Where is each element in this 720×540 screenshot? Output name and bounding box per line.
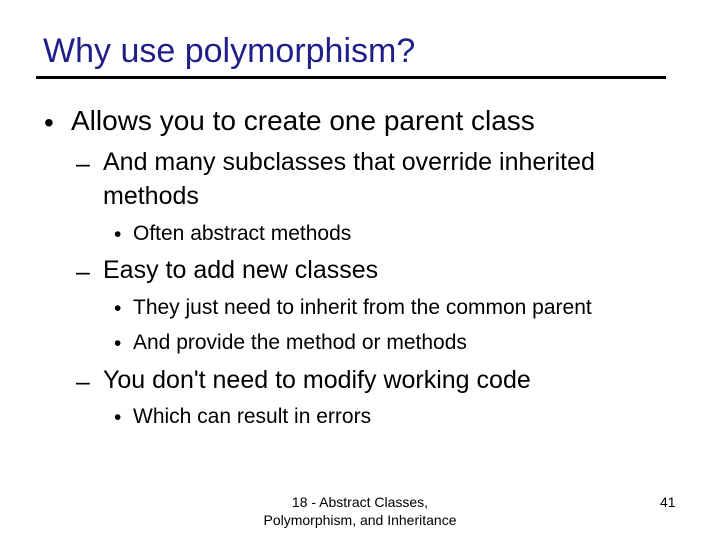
bullet-text: Which can result in errors — [133, 405, 372, 428]
footer-line-2: Polymorphism, and Inheritance — [263, 511, 457, 528]
slide-footer — [250, 494, 470, 529]
title-underline — [36, 76, 666, 79]
slide-title: Why use polymorphism? — [43, 32, 416, 70]
page-number: 41 — [660, 494, 676, 510]
bullet-text: Allows you to create one parent class — [71, 105, 535, 136]
bullet-text: Often abstract methods — [133, 222, 352, 245]
bullet-marker: • — [114, 223, 122, 246]
dash-marker: – — [76, 258, 90, 286]
bullet-text: Easy to add new classes — [103, 256, 379, 284]
bullet-text: They just need to inherit from the common parent — [133, 296, 592, 319]
bullet-text: And provide the method or methods — [133, 331, 467, 354]
dash-marker: – — [76, 368, 90, 396]
dash-marker: – — [76, 150, 90, 178]
bullet-text-continuation: methods — [103, 182, 199, 210]
bullet-marker: • — [114, 297, 122, 320]
bullet-text: You don't need to modify working code — [103, 366, 531, 394]
footer-line-1: 18 - Abstract Classes, — [291, 494, 429, 510]
bullet-marker: • — [114, 406, 122, 429]
bullet-marker: • — [44, 107, 54, 138]
bullet-text: And many subclasses that override inherited — [103, 148, 595, 176]
bullet-marker: • — [114, 332, 122, 355]
